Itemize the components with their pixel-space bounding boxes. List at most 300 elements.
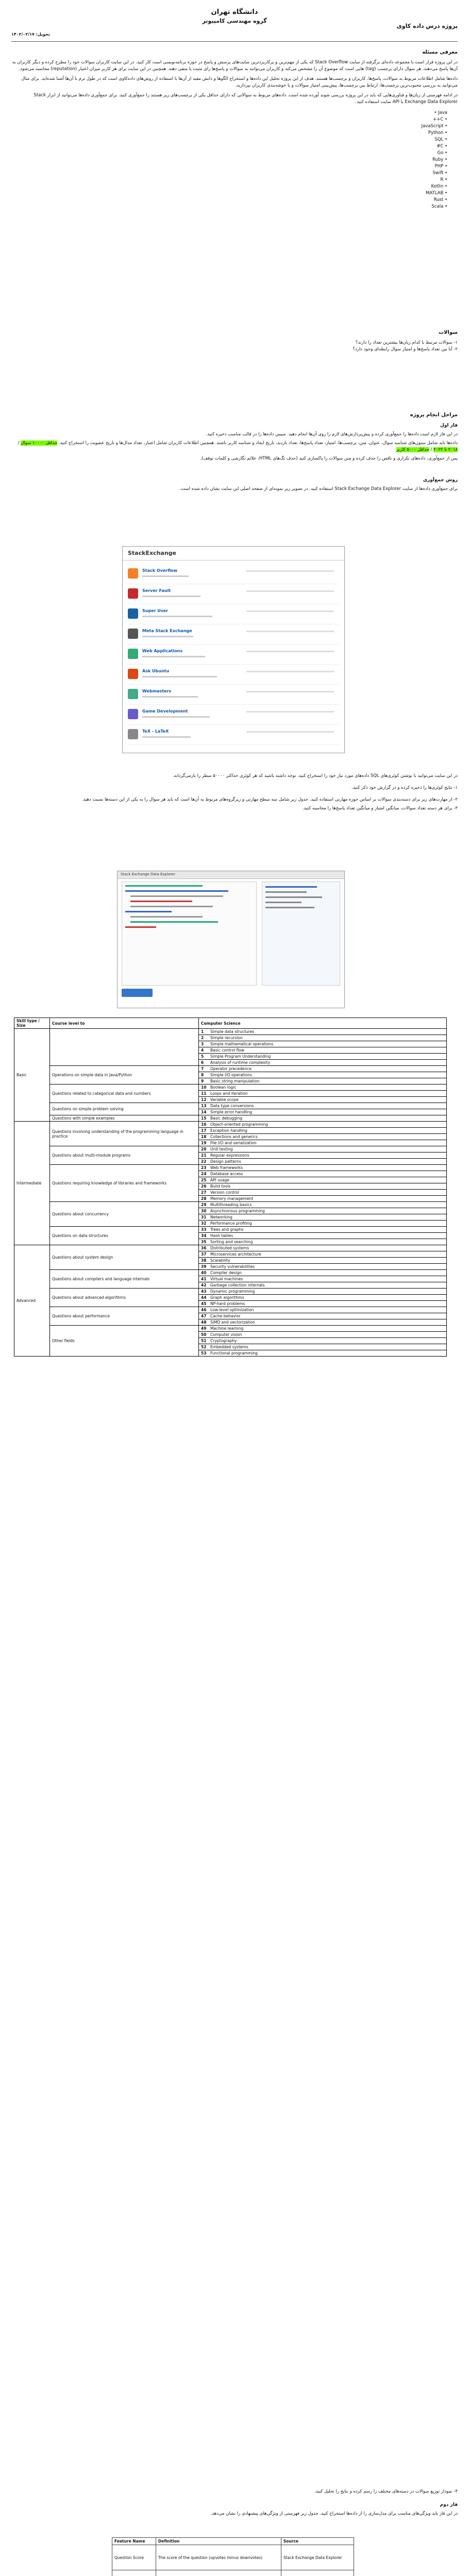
skill-number: 44 xyxy=(201,1295,207,1300)
skill-number: 40 xyxy=(201,1270,207,1275)
skill-number: 52 xyxy=(201,1345,207,1349)
skill-cell xyxy=(199,1295,447,1301)
skill-cell xyxy=(199,1035,447,1041)
skill-label: File I/O and serialization xyxy=(210,1141,257,1145)
site-row[interactable] xyxy=(128,584,339,604)
skill-label: Multithreading basics xyxy=(210,1202,252,1207)
skill-cell xyxy=(199,1084,447,1091)
section-query xyxy=(11,773,458,812)
skill-cell xyxy=(199,1326,447,1332)
skill-cell xyxy=(199,1301,447,1307)
skill-cell xyxy=(199,1029,447,1035)
course-cell xyxy=(50,1029,199,1066)
table-cell xyxy=(156,2570,281,2576)
section-title: سوالات xyxy=(438,330,458,335)
paragraph: در ادامه فهرستی از زبان‌ها و فناوری‌هایی که باید در این پروژه بررسی شوند آورده شده است. داده‌های مربوط به سوالاتی که دارای حداقل یکی از برچسب‌های زیر هستند را جمع‌آوری کنید. برای جمع‌آوری داده‌ها می‌توانید از ابزار Stack Exchange Data Explorer یا API سایت استفاده کنید. xyxy=(34,93,458,105)
skill-label: API usage xyxy=(210,1178,229,1182)
skill-cell xyxy=(199,1190,447,1196)
site-icon xyxy=(128,568,138,579)
skill-number: 26 xyxy=(201,1184,207,1189)
site-name: Meta Stack Exchange xyxy=(142,629,192,633)
skill-label: Unit testing xyxy=(210,1147,233,1151)
table-cell xyxy=(112,2570,156,2576)
run-query-button[interactable] xyxy=(122,989,153,997)
skill-number: 45 xyxy=(201,1301,207,1306)
table-header-cell: Definition xyxy=(156,2538,281,2545)
skill-number: 14 xyxy=(201,1110,207,1114)
table-row xyxy=(14,1029,447,1035)
paragraph: ۴- نمودار توزیع سوالات در دسته‌های مختلف را رسم کرده و نتایج را تحلیل کنید. xyxy=(314,2489,458,2494)
course-cell: Questions about advanced algorithms xyxy=(50,1289,199,1307)
skill-number: 47 xyxy=(201,1314,207,1318)
skill-label: Networking xyxy=(210,1215,232,1219)
skill-cell xyxy=(199,1060,447,1066)
list-item: • C++ xyxy=(11,116,447,123)
site-stats xyxy=(246,611,334,612)
skill-number: 23 xyxy=(201,1165,207,1170)
site-description xyxy=(142,716,210,718)
skill-label: Variable scope xyxy=(210,1097,239,1102)
skill-number: 34 xyxy=(201,1233,207,1238)
skill-label: Design patterns xyxy=(210,1159,241,1164)
site-name: Ask Ubuntu xyxy=(142,669,170,673)
skill-label: Sorting and searching xyxy=(210,1240,253,1244)
skill-cell xyxy=(199,1183,447,1190)
level-cell: Intermediate xyxy=(14,1122,50,1245)
paragraph: در این پروژه قرار است با مجموعه داده‌ای برگرفته از سایت Stack Overflow که یکی از مهم‌ترین و پرکاربردترین سایت‌های پرسش و پاسخ در حوزه برنامه‌نویسی است کار کنید. در این سایت کاربران سوالات خود را مطرح کرده و دیگر کاربران به آن‌ها پاسخ می‌دهند. هر سوال دارای برچسب (tag) هایی است که موضوع آن را مشخص می‌کند و کاربران می‌توانند به سوالات و پاسخ‌ها رای مثبت یا منفی دهند. همچنین در این سایت برای هر کاربر میزان اعتبار (reputation) محاسبه می‌شود. xyxy=(12,60,458,72)
skills-table xyxy=(14,1018,447,1357)
header-divider xyxy=(11,41,458,42)
skill-cell xyxy=(199,1122,447,1128)
skill-cell xyxy=(199,1202,447,1208)
skill-label: Functional programming xyxy=(210,1351,258,1355)
site-description xyxy=(142,575,189,577)
skill-cell xyxy=(199,1258,447,1264)
table-row xyxy=(14,1122,447,1128)
skill-label: Build tools xyxy=(210,1184,231,1189)
skill-label: Basic control flow xyxy=(210,1048,245,1053)
list-item: • Swift xyxy=(11,170,447,177)
skill-number: 28 xyxy=(201,1196,207,1201)
site-name: Web Applications xyxy=(142,649,183,653)
skill-cell xyxy=(199,1196,447,1202)
course-cell: Questions involving understanding of the programming language in practice xyxy=(50,1122,199,1146)
table-header-row xyxy=(112,2538,354,2545)
list-item: • Python xyxy=(11,130,447,137)
skill-cell xyxy=(199,1276,447,1282)
skill-number: 17 xyxy=(201,1128,207,1133)
skill-cell xyxy=(199,1214,447,1221)
table-cell xyxy=(281,2570,354,2576)
paragraph-text: داده‌ها باید شامل ستون‌های شناسه سوال، عنوان، متن، برچسب‌ها، امتیاز، تعداد پاسخ‌ها، تعداد بازدید، تاریخ ایجاد و شناسه کاربر باشند. همچنین اطلاعات کاربران شامل اعتبار، تعداد مدال‌ها و تاریخ عضویت را استخراج کنید. xyxy=(58,440,458,446)
site-name: TeX - LaTeX xyxy=(142,729,169,734)
course-cell: Questions about multi-module programs xyxy=(50,1146,199,1165)
skill-number: 49 xyxy=(201,1326,207,1331)
site-stats xyxy=(246,711,334,713)
skill-number: 33 xyxy=(201,1227,207,1232)
skill-label: Basic debugging xyxy=(210,1116,243,1121)
skill-cell xyxy=(199,1289,447,1295)
skill-cell xyxy=(199,1047,447,1054)
skill-number: 5 xyxy=(201,1054,204,1059)
stackexchange-screenshot xyxy=(122,546,345,753)
skill-number: 30 xyxy=(201,1209,207,1213)
site-row[interactable] xyxy=(128,705,339,725)
table-row xyxy=(14,1084,447,1091)
university-name: دانشگاه تهران xyxy=(211,8,258,16)
list-item: • SQL xyxy=(11,137,447,143)
skill-cell xyxy=(199,1140,447,1146)
site-name: Super User xyxy=(142,608,168,613)
table-row xyxy=(14,1289,447,1295)
skill-label: Cache behavior xyxy=(210,1314,241,1318)
skill-number: 7 xyxy=(201,1066,204,1071)
site-name: Stack Overflow xyxy=(142,568,178,573)
course-cell: Questions about performance xyxy=(50,1307,199,1326)
due-date: تحویل: ۱۴۰۲/۰۲/۱۷ xyxy=(11,32,50,37)
site-icon xyxy=(128,669,138,679)
skill-label: Performance profiling xyxy=(210,1221,252,1226)
skill-number: 11 xyxy=(201,1091,207,1096)
skill-number: 37 xyxy=(201,1252,207,1257)
skill-label: Simple data structures xyxy=(210,1029,255,1034)
phase-title: فاز دوم xyxy=(440,2502,458,2507)
skill-label: Regular expressions xyxy=(210,1153,249,1158)
skill-number: 16 xyxy=(201,1122,207,1127)
list-item: • Java xyxy=(11,110,447,116)
skill-cell xyxy=(199,1159,447,1165)
list-item: • MATLAB xyxy=(11,190,447,197)
language-list xyxy=(11,110,458,210)
site-stats xyxy=(246,631,334,632)
site-icon xyxy=(128,649,138,659)
paragraph: برای جمع‌آوری داده‌ها از سایت Stack Exchange Data Explorer استفاده کنید. در تصویر زیر نمونه‌ای از صفحه اصلی این سایت نشان داده شده است. xyxy=(179,486,458,492)
paragraph: ۲- از مهارت‌های زیر برای دسته‌بندی سوالات بر اساس حوزه مهارتی استفاده کنید. جدول زیر شامل سه سطح مهارتی و زیرگروه‌های مربوط به آن‌ها است که باید هر سوال را به یکی از این دسته‌ها نسبت دهید. xyxy=(81,797,458,802)
skill-cell xyxy=(199,1221,447,1227)
course-cell: Operations on simple data in Java/Python xyxy=(50,1066,199,1084)
site-row[interactable] xyxy=(128,725,339,745)
table-header-cell: Course level to xyxy=(50,1018,199,1029)
list-item: • Ruby xyxy=(11,157,447,163)
highlight: حداقل ۵۰۰۰ کاربر xyxy=(396,447,429,452)
skill-number: 2 xyxy=(201,1036,204,1040)
skill-cell xyxy=(199,1115,447,1122)
skill-cell xyxy=(199,1307,447,1313)
list-item: • JavaScript xyxy=(11,123,447,130)
skill-label: Embedded systems xyxy=(210,1345,248,1349)
table-row xyxy=(14,1307,447,1313)
skill-label: Object-oriented programming xyxy=(210,1122,269,1127)
skill-cell xyxy=(199,1066,447,1072)
skill-number: 12 xyxy=(201,1097,207,1102)
skill-label: Simple Program Understanding xyxy=(210,1054,271,1059)
skill-label: Operator precedence xyxy=(210,1066,252,1071)
skill-label: Simple mathematical operations xyxy=(210,1042,274,1046)
skill-cell xyxy=(199,1109,447,1115)
skill-number: 9 xyxy=(201,1079,204,1083)
section-questions xyxy=(11,330,458,353)
skill-cell xyxy=(199,1245,447,1251)
skill-number: 25 xyxy=(201,1178,207,1182)
table-row xyxy=(112,2570,354,2576)
site-icon xyxy=(128,608,138,619)
skill-number: 36 xyxy=(201,1246,207,1250)
site-stats xyxy=(246,590,334,592)
schema-panel xyxy=(262,882,340,986)
paragraph: داده‌ها باید شامل ستون‌های شناسه سوال، عنوان، متن، برچسب‌ها، امتیاز، تعداد پاسخ‌ها، تعداد بازدید، تاریخ ایجاد و شناسه کاربر باشند. همچنین اطلاعات کاربران شامل اعتبار، تعداد مدال‌ها و تاریخ عضویت را استخراج کنید. حداقل ۱۰۰۰۰ سوال / ۲۰۱۸ تا ۲۰۲۲ / حداقل ۵۰۰۰ کاربر xyxy=(18,440,458,452)
skill-cell xyxy=(199,1091,447,1097)
skill-label: Collections and generics xyxy=(210,1134,258,1139)
skill-label: Simple recursion xyxy=(210,1036,243,1040)
phase-title: فاز اول xyxy=(440,423,458,428)
skill-label: Microservices architecture xyxy=(210,1252,261,1257)
site-list xyxy=(128,564,339,745)
table-cell: The score of the question (upvotes minus downvotes) xyxy=(156,2545,281,2570)
skill-label: Database access xyxy=(210,1172,243,1176)
skill-label: Exception handling xyxy=(210,1128,247,1133)
skill-cell xyxy=(199,1344,447,1350)
skill-number: 24 xyxy=(201,1172,207,1176)
skill-cell xyxy=(199,1171,447,1177)
course-cell: Questions about compilers and language internals xyxy=(50,1270,199,1289)
skill-cell xyxy=(199,1165,447,1171)
skill-number: 31 xyxy=(201,1215,207,1219)
table-row xyxy=(14,1326,447,1332)
table-header-cell: Source xyxy=(281,2538,354,2545)
site-row[interactable] xyxy=(128,604,339,624)
table-row xyxy=(14,1202,447,1208)
table-row xyxy=(112,2545,354,2570)
skill-cell xyxy=(199,1350,447,1357)
level-cell: Advanced xyxy=(14,1245,50,1357)
skill-cell xyxy=(199,1103,447,1109)
skill-label: Data type conversions xyxy=(210,1104,254,1108)
table-row xyxy=(14,1270,447,1276)
table-header-cell: Feature Name xyxy=(112,2538,156,2545)
site-row[interactable] xyxy=(128,665,339,685)
skill-label: Distributed systems xyxy=(210,1246,249,1250)
skill-number: 27 xyxy=(201,1190,207,1195)
table-row xyxy=(14,1103,447,1109)
skill-cell xyxy=(199,1264,447,1270)
site-row[interactable] xyxy=(128,685,339,705)
skill-cell xyxy=(199,1239,447,1245)
screenshot-title: StackExchange xyxy=(128,550,176,556)
course-cell: Questions with simple examples xyxy=(50,1115,199,1122)
site-stats xyxy=(246,691,334,692)
course-cell: Questions related to categorical data and numbers xyxy=(50,1084,199,1103)
skill-cell xyxy=(199,1338,447,1344)
skill-label: NP-hard problems xyxy=(210,1301,245,1306)
skill-number: 50 xyxy=(201,1332,207,1337)
skill-label: Compiler design xyxy=(210,1270,242,1275)
table-cell: Question Score xyxy=(112,2545,156,2570)
project-title: پروژه درس داده کاوی xyxy=(396,23,458,29)
site-icon xyxy=(128,689,138,699)
paragraph: داده‌ها شامل اطلاعات مربوط به سوالات، پاسخ‌ها، کاربران و برچسب‌ها هستند. هدف از این پروژه تحلیل این داده‌ها و استخراج الگوها و دانش مفید از آن‌ها با استفاده از روش‌های داده‌کاوی است که در طول ترم با آن‌ها آشنا شده‌اید. برای مثال می‌توانید به بررسی محبوب‌ترین برچسب‌ها، ارتباط بین برچسب‌ها، پیش‌بینی امتیاز سوالات و یا خوشه‌بندی کاربران بپردازید. xyxy=(21,76,458,88)
site-row[interactable] xyxy=(128,645,339,665)
section-phase2 xyxy=(11,2488,458,2517)
site-icon xyxy=(128,729,138,739)
skill-cell xyxy=(199,1054,447,1060)
skill-cell xyxy=(199,1208,447,1214)
skill-number: 48 xyxy=(201,1320,207,1325)
skills-table-wrap xyxy=(14,1018,447,1357)
skill-cell xyxy=(199,1128,447,1134)
query-editor xyxy=(122,882,257,986)
table-row xyxy=(14,1227,447,1233)
section-title: مراحل انجام پروژه xyxy=(410,412,458,418)
screenshot-title: Stack Exchange Data Explorer xyxy=(121,872,176,876)
data-explorer-screenshot xyxy=(117,871,345,1008)
paragraph: در این فاز باید ویژگی‌های مناسب برای مدل‌سازی را از داده‌ها استخراج کنید. جدول زیر فهرستی از ویژگی‌های پیشنهادی را نشان می‌دهد. xyxy=(210,2511,458,2516)
skill-number: 22 xyxy=(201,1159,207,1164)
skill-cell xyxy=(199,1233,447,1239)
course-cell: Questions about system design xyxy=(50,1245,199,1270)
skill-label: Hash tables xyxy=(210,1233,233,1238)
list-item: • C# xyxy=(11,143,447,150)
site-icon xyxy=(128,709,138,719)
skill-number: 3 xyxy=(201,1042,204,1046)
site-name: Webmasters xyxy=(142,689,172,693)
list-item: • Rust xyxy=(11,197,447,204)
paragraph: در این سایت می‌توانید با نوشتن کوئری‌های SQL داده‌های مورد نیاز خود را استخراج کنید. توجه داشته باشید که هر کوئری حداکثر ۵۰۰۰۰ سطر را بازمی‌گرداند. xyxy=(172,773,458,778)
skill-cell xyxy=(199,1313,447,1319)
skill-label: Virtual machines xyxy=(210,1277,243,1281)
subsection-title: روش جمع‌آوری xyxy=(423,478,458,483)
skill-label: Version control xyxy=(210,1190,239,1195)
paragraph: ۱- نتایج کوئری‌ها را ذخیره کرده و در گزارش خود ذکر کنید. xyxy=(351,785,458,790)
skill-number: 20 xyxy=(201,1147,207,1151)
table-row xyxy=(14,1165,447,1171)
skill-number: 53 xyxy=(201,1351,207,1355)
skill-cell xyxy=(199,1097,447,1103)
site-row[interactable] xyxy=(128,624,339,645)
skill-number: 18 xyxy=(201,1134,207,1139)
section-intro xyxy=(11,49,458,210)
table-header-cell: Computer Science xyxy=(199,1018,447,1029)
table-row xyxy=(14,1146,447,1153)
skill-cell xyxy=(199,1227,447,1233)
paragraph: ۳- برای هر دسته تعداد سوالات، میانگین امتیاز و میانگین تعداد پاسخ‌ها را محاسبه کنید. xyxy=(302,806,458,811)
table-row xyxy=(14,1245,447,1251)
skill-label: Asynchronous programming xyxy=(210,1209,265,1213)
features-table-wrap xyxy=(112,2537,354,2576)
skill-number: 51 xyxy=(201,1338,207,1343)
question: ۲- آیا بین تعداد پاسخ‌ها و امتیاز سوال رابطه‌ای وجود دارد؟ xyxy=(353,347,458,352)
skill-cell xyxy=(199,1078,447,1084)
skill-label: Graph algorithms xyxy=(210,1295,244,1300)
skill-number: 39 xyxy=(201,1264,207,1269)
skill-number: 42 xyxy=(201,1283,207,1287)
site-icon xyxy=(128,588,138,599)
skill-cell xyxy=(199,1153,447,1159)
skill-number: 46 xyxy=(201,1308,207,1312)
skill-number: 15 xyxy=(201,1116,207,1121)
paragraph: پس از جمع‌آوری، داده‌های تکراری و ناقص را حذف کرده و متن سوالات را پاکسازی کنید (حذف تگ‌های HTML، علائم نگارشی و کلمات توقف). xyxy=(200,456,458,461)
skill-number: 8 xyxy=(201,1073,204,1077)
question: ۱- سوالات مرتبط با کدام زبان‌ها بیشترین تعداد را دارند؟ xyxy=(355,340,458,345)
skill-cell xyxy=(199,1177,447,1183)
skill-label: Analysis of runtime complexity xyxy=(210,1060,271,1065)
skill-cell xyxy=(199,1072,447,1078)
features-table xyxy=(112,2537,354,2576)
site-description xyxy=(142,696,198,698)
skill-cell xyxy=(199,1251,447,1258)
skill-number: 38 xyxy=(201,1258,207,1263)
skill-label: Computer vision xyxy=(210,1332,242,1337)
skill-number: 19 xyxy=(201,1141,207,1145)
list-item: • Scala xyxy=(11,204,447,210)
skill-cell xyxy=(199,1332,447,1338)
skill-cell xyxy=(199,1041,447,1047)
skill-number: 10 xyxy=(201,1085,207,1090)
site-stats xyxy=(246,651,334,652)
table-header-cell: Skill type / Size xyxy=(14,1018,50,1029)
skill-label: Trees and graphs xyxy=(210,1227,244,1232)
table-cell: Stack Exchange Data Explorer xyxy=(281,2545,354,2570)
skill-label: Loops and iteration xyxy=(210,1091,248,1096)
site-stats xyxy=(246,570,334,572)
list-item: • R xyxy=(11,177,447,183)
course-cell: Questions on simple problem solving xyxy=(50,1103,199,1115)
skill-label: Dynamic programming xyxy=(210,1289,255,1294)
course-cell: Questions about concurrency xyxy=(50,1202,199,1227)
site-description xyxy=(142,636,193,637)
site-stats xyxy=(246,731,334,733)
site-description xyxy=(142,676,217,677)
site-description xyxy=(142,736,191,738)
site-row[interactable] xyxy=(128,564,339,584)
table-row xyxy=(14,1066,447,1072)
skill-label: Garbage collection internals xyxy=(210,1283,265,1287)
skill-number: 1 xyxy=(201,1029,204,1034)
skill-number: 4 xyxy=(201,1048,204,1053)
skill-label: Low-level optimization xyxy=(210,1308,254,1312)
department-name: گروه مهندسی کامپیوتر xyxy=(202,18,267,24)
site-stats xyxy=(246,671,334,672)
site-name: Game Development xyxy=(142,709,188,714)
skill-cell xyxy=(199,1319,447,1326)
skill-cell xyxy=(199,1270,447,1276)
skill-cell xyxy=(199,1134,447,1140)
site-description xyxy=(142,656,205,657)
list-item: • Kotlin xyxy=(11,183,447,190)
highlight: ۲۰۱۸ تا ۲۰۲۲ xyxy=(433,447,458,452)
skill-label: Scalability xyxy=(210,1258,230,1263)
section-steps xyxy=(11,412,458,493)
skill-label: Memory management xyxy=(210,1196,254,1201)
level-cell: Basic xyxy=(14,1029,50,1122)
skill-number: 41 xyxy=(201,1277,207,1281)
document-header xyxy=(11,5,458,36)
section-title: معرفی مسئله xyxy=(422,49,458,55)
skill-label: Boolean logic xyxy=(210,1085,237,1090)
skill-label: Basic string manipulation xyxy=(210,1079,260,1083)
paragraph: در این فاز لازم است داده‌ها را جمع‌آوری کرده و پیش‌پردازش‌های لازم را روی آن‌ها انجام دهید. سپس داده‌ها را در قالب مناسب ذخیره کنید. xyxy=(206,432,458,437)
list-item: • PHP xyxy=(11,163,447,170)
skill-label: Simple error handling xyxy=(210,1110,253,1114)
table-header-row xyxy=(14,1018,447,1029)
skill-label: Security vulnerabilities xyxy=(210,1264,255,1269)
skill-label: Cryptography xyxy=(210,1338,237,1343)
list-item: • Go xyxy=(11,150,447,157)
site-icon xyxy=(128,629,138,639)
skill-number: 35 xyxy=(201,1240,207,1244)
course-cell: Questions on data structures xyxy=(50,1227,199,1245)
skill-cell xyxy=(199,1282,447,1289)
skill-number: 43 xyxy=(201,1289,207,1294)
